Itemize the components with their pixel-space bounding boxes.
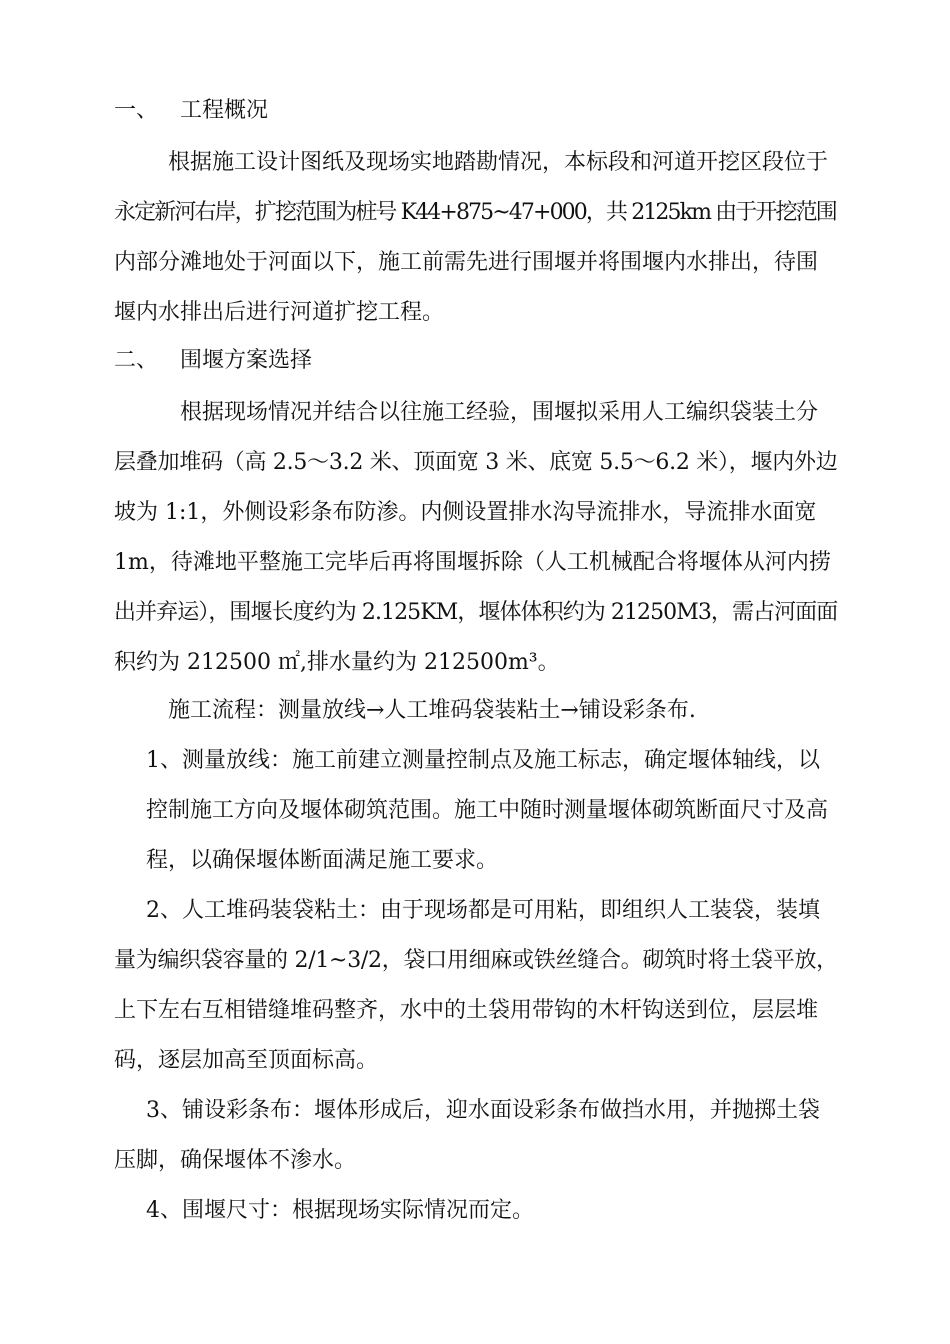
item-1-line-3: 程，以确保堰体断面满足施工要求。 (146, 848, 499, 873)
section-1-number: 一、 (114, 98, 159, 123)
item-2-line-4: 码，逐层加高至顶面标高。 (114, 1048, 379, 1073)
section-2-line-6: 积约为 212500 ㎡,排水量约为 212500m³。 (114, 650, 560, 675)
item-2-line-2: 量为编织袋容量的 2/1~3/2，袋口用细麻或铁丝缝合。砌筑时将土袋平放， (114, 948, 838, 973)
section-1-line-3: 内部分滩地处于河面以下，施工前需先进行围堰并将围堰内水排出，待围 (114, 250, 819, 275)
section-2-line-4: 1m，待滩地平整施工完毕后再将围堰拆除（人工机械配合将堰体从河内捞 (114, 550, 831, 575)
item-3-line-1: 3、铺设彩条布：堰体形成后，迎水面设彩条布做挡水用，并抛掷土袋 (146, 1098, 820, 1123)
item-1-line-2: 控制施工方向及堰体砌筑范围。施工中随时测量堰体砌筑断面尺寸及高 (146, 798, 829, 823)
section-1-title: 工程概况 (180, 98, 269, 123)
section-2-number: 二、 (114, 348, 159, 373)
section-2-line-2: 层叠加堆码（高 2.5～3.2 米、顶面宽 3 米、底宽 5.5～6.2 米），堰内外边 (114, 450, 838, 475)
item-4-line-1: 4、围堰尺寸：根据现场实际情况而定。 (146, 1198, 534, 1223)
section-1-line-4: 堰内水排出后进行河道扩挖工程。 (114, 300, 445, 325)
section-2-line-5: 出并弃运），围堰长度约为 2.125KM，堰体体积约为 21250M3，需占河面面 (114, 600, 838, 625)
section-2-line-3: 坡为 1:1，外侧设彩条布防渗。内侧设置排水沟导流排水，导流排水面宽 (114, 500, 817, 525)
section-1-line-1: 根据施工设计图纸及现场实地踏勘情况，本标段和河道开挖区段位于 (168, 150, 829, 175)
section-1-line-2: 永定新河右岸，扩挖范围为桩号 K44+875~47+000，共 2125km 由于开挖范围 (114, 200, 836, 225)
item-2-line-1: 2、人工堆码装袋粘土：由于现场都是可用粘，即组织人工装袋，装填 (146, 898, 820, 923)
section-2-title: 围堰方案选择 (180, 348, 313, 373)
item-1-line-1: 1、测量放线：施工前建立测量控制点及施工标志，确定堰体轴线，以 (146, 748, 820, 773)
construction-flow: 施工流程：测量放线→人工堆码袋装粘土→铺设彩条布. (168, 698, 696, 723)
item-2-line-3: 上下左右互相错缝堆码整齐，水中的土袋用带钩的木杆钩送到位，层层堆 (114, 998, 819, 1023)
item-3-line-2: 压脚，确保堰体不渗水。 (114, 1148, 357, 1173)
section-2-line-1: 根据现场情况并结合以往施工经验，围堰拟采用人工编织袋装土分 (180, 400, 819, 425)
